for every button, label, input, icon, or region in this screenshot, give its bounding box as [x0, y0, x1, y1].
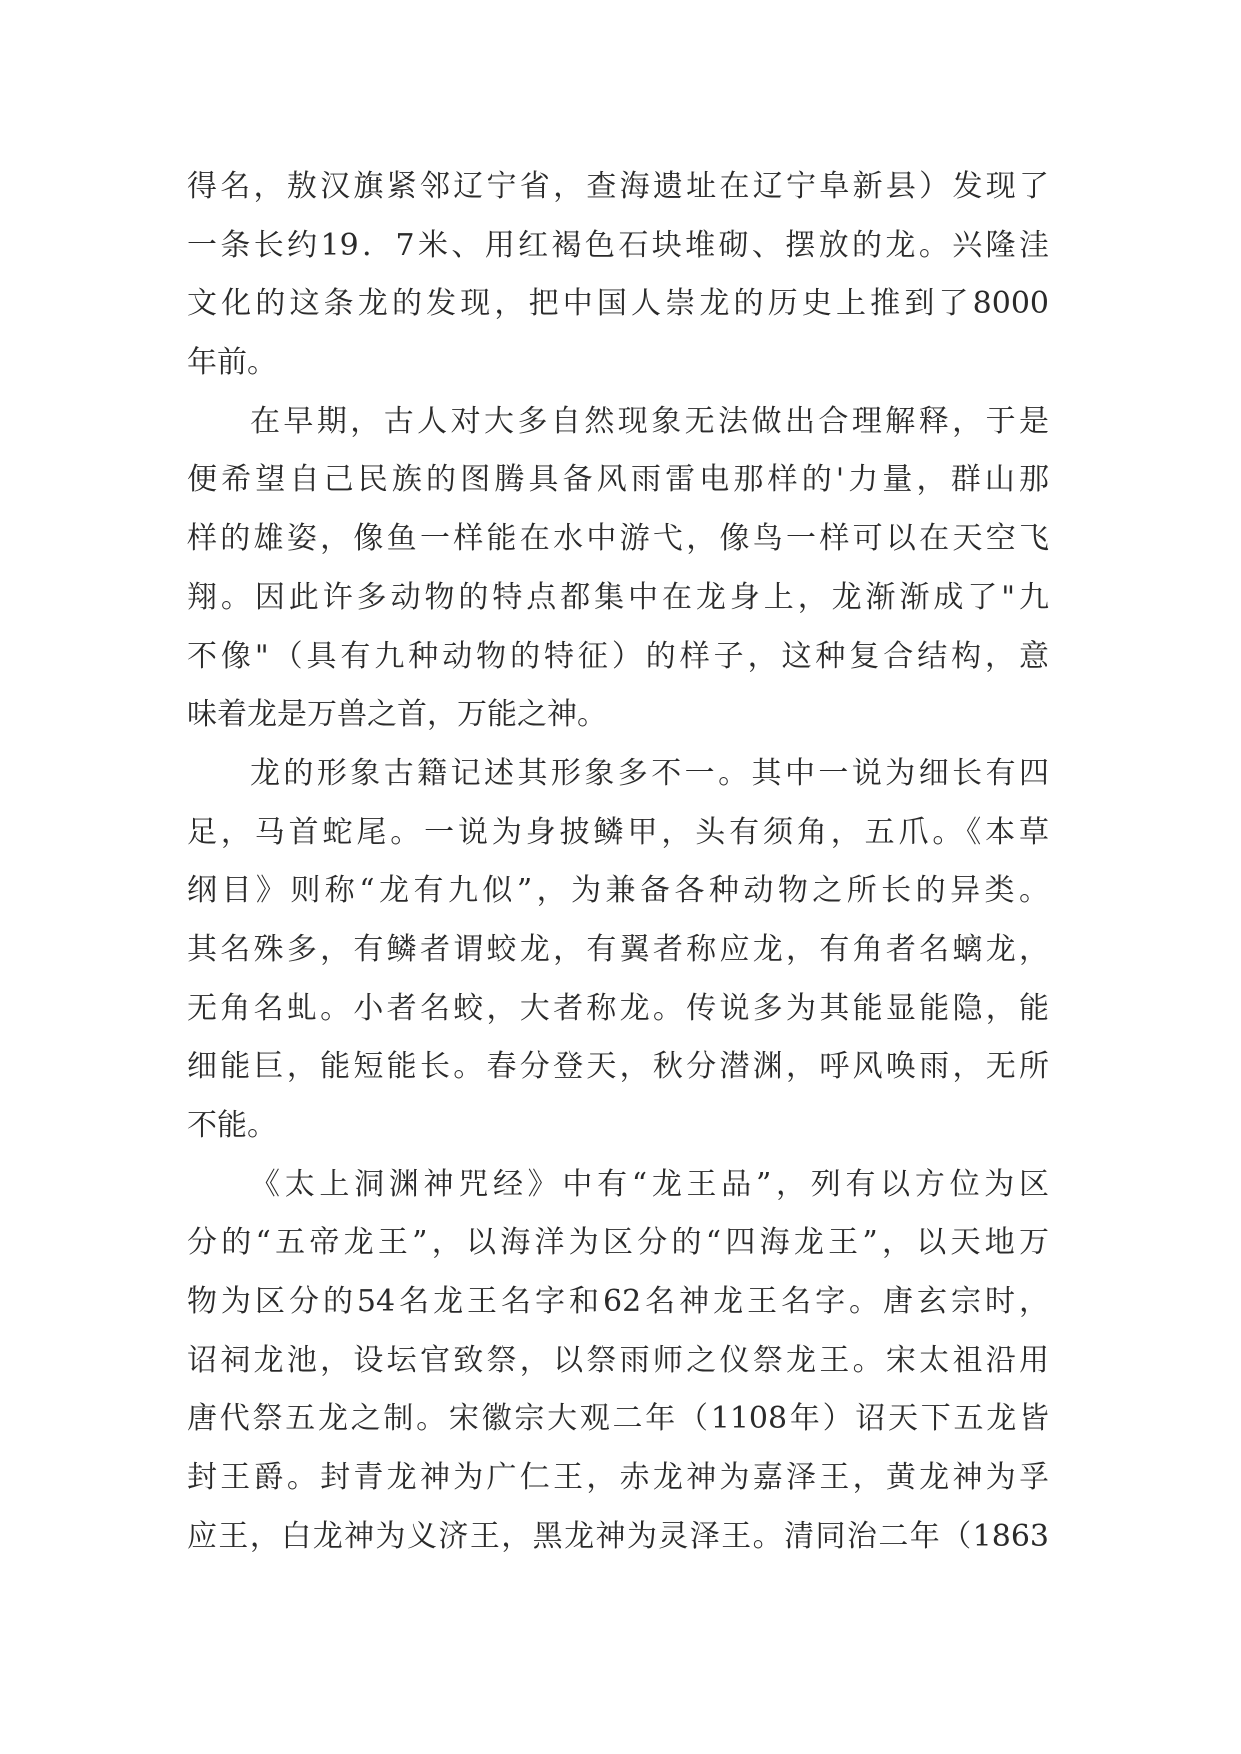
text-line: 无角名虬。小者名蛟，大者称龙。传说多为其能显能隐，能: [187, 990, 1049, 1026]
text-line: 其名殊多，有鳞者谓蛟龙，有翼者称应龙，有角者名螭龙，: [187, 931, 1049, 967]
text-line: 不能。: [187, 1108, 277, 1143]
text-line: 便希望自己民族的图腾具备风雨雷电那样的'力量，群山那: [187, 462, 1049, 498]
text-line: 不像"（具有九种动物的特征）的样子，这种复合结构，意: [187, 638, 1049, 674]
text-line: 《太上洞渊神咒经》中有“龙王品”，列有以方位为区: [250, 1166, 1049, 1202]
text-line: 一条长约19．7米、用红褐色石块堆砌、摆放的龙。兴隆洼: [187, 227, 1049, 263]
text-line: 封王爵。封青龙神为广仁王，赤龙神为嘉泽王，黄龙神为孚: [187, 1460, 1049, 1496]
text-line: 纲目》则称“龙有九似”，为兼备各种动物之所长的异类。: [187, 873, 1049, 909]
text-line: 分的“五帝龙王”，以海洋为区分的“四海龙王”，以天地万: [187, 1225, 1049, 1261]
text-line: 在早期，古人对大多自然现象无法做出合理解释，于是: [250, 403, 1049, 439]
text-line: 样的雄姿，像鱼一样能在水中游弋，像鸟一样可以在天空飞: [187, 521, 1049, 557]
text-line: 唐代祭五龙之制。宋徽宗大观二年（1108年）诏天下五龙皆: [187, 1401, 1049, 1437]
body-text: [187, 158, 1049, 1567]
text-line: 应王，白龙神为义济王，黑龙神为灵泽王。清同治二年（1863: [187, 1518, 1049, 1554]
text-line: 得名，敖汉旗紧邻辽宁省，查海遗址在辽宁阜新县）发现了: [187, 169, 1049, 204]
text-line: 细能巨，能短能长。春分登天，秋分潜渊，呼风唤雨，无所: [187, 1049, 1049, 1085]
text-line: 龙的形象古籍记述其形象多不一。其中一说为细长有四: [250, 755, 1049, 791]
text-line: 文化的这条龙的发现，把中国人崇龙的历史上推到了8000: [187, 286, 1049, 322]
text-line: 翔。因此许多动物的特点都集中在龙身上，龙渐渐成了"九: [187, 579, 1049, 615]
text-line: 味着龙是万兽之首，万能之神。: [187, 697, 607, 733]
text-line: 足，马首蛇尾。一说为身披鳞甲，头有须角，五爪。《本草: [187, 814, 1049, 850]
text-line: 年前。: [187, 345, 277, 381]
text-line: 诏祠龙池，设坛官致祭，以祭雨师之仪祭龙王。宋太祖沿用: [187, 1342, 1049, 1378]
text-line: 物为区分的54名龙王名字和62名神龙王名字。唐玄宗时，: [187, 1284, 1049, 1320]
